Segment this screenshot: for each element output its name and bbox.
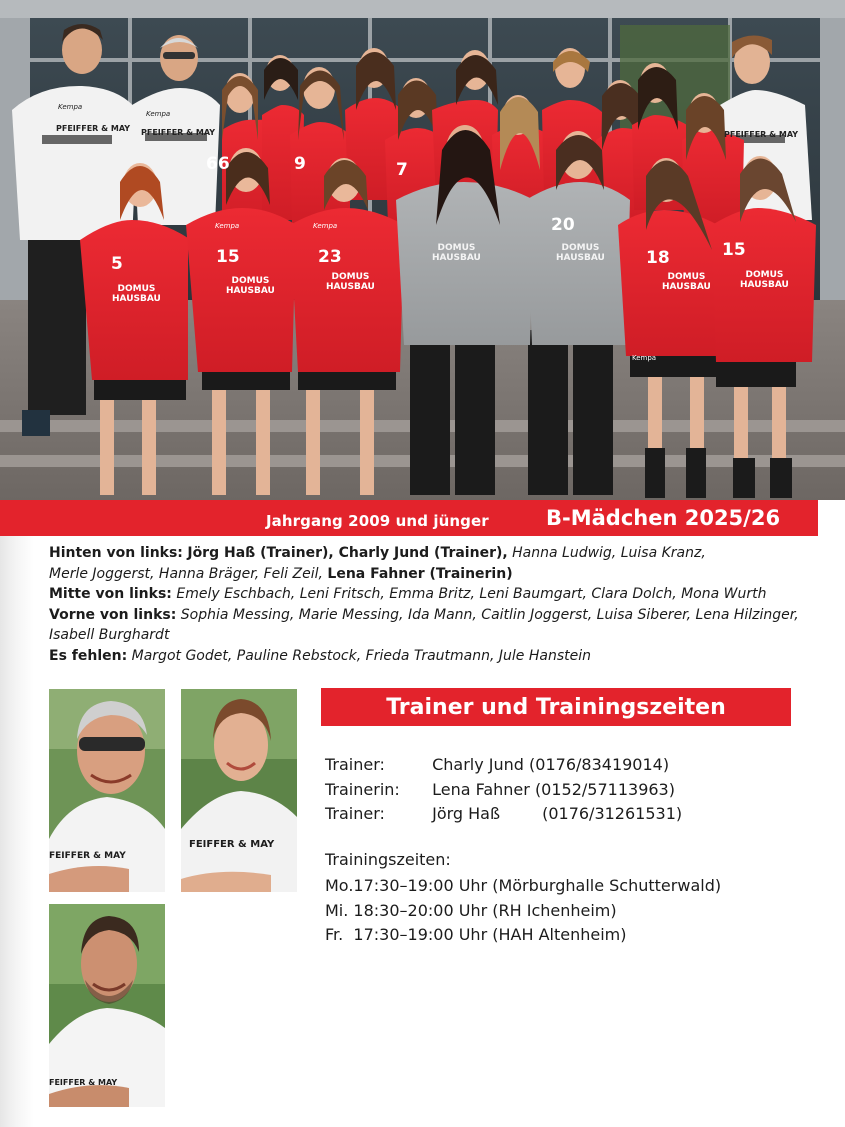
portrait-joerg-hass xyxy=(49,904,165,1107)
caption-names: Merle Joggerst, Hanna Bräger, Feli Zeil, xyxy=(49,565,323,582)
training-time: Fr. 17:30–19:00 Uhr (HAH Altenheim) xyxy=(325,925,627,944)
year-group-label: Jahrgang 2009 und jünger xyxy=(266,512,489,530)
trainer-row xyxy=(325,778,682,803)
jersey-sponsor: DOMUS HAUSBAU xyxy=(112,284,161,304)
caption-label: Vorne von links: xyxy=(49,606,177,623)
trainer-name: Jörg Haß xyxy=(432,804,501,823)
jersey-number: 5 xyxy=(111,254,123,274)
jersey-sponsor: DOMUS HAUSBAU xyxy=(662,272,711,292)
jersey-number: 66 xyxy=(206,154,230,174)
caption-back-row xyxy=(49,543,809,584)
caption-names: Margot Godet, Pauline Rebstock, Frieda Trautmann, Jule Hanstein xyxy=(131,647,591,664)
caption-missing xyxy=(49,646,809,667)
kit-brand: Kempa xyxy=(215,222,240,230)
caption-names: Hanna Ludwig, Luisa Kranz, xyxy=(512,545,706,561)
trainer-list xyxy=(325,753,682,827)
caption-front-row xyxy=(49,605,809,646)
kit-brand: Kempa xyxy=(632,354,657,362)
jersey-number: 20 xyxy=(551,215,575,235)
training-time: Mo.17:30–19:00 Uhr (Mörburghalle Schutterwald) xyxy=(325,876,722,895)
caption-label: Hinten von links: xyxy=(49,545,183,561)
trainer-row xyxy=(325,753,682,778)
kit-brand: Kempa xyxy=(146,110,171,118)
shirt-sponsor: PFEIFFER & MAY xyxy=(724,130,799,139)
portrait-shirt-text: FEIFFER & MAY xyxy=(189,839,275,850)
jersey-sponsor: DOMUS HAUSBAU xyxy=(432,243,481,263)
training-times-heading: Trainingszeiten: xyxy=(325,850,451,869)
jersey-sponsor: DOMUS HAUSBAU xyxy=(226,276,275,296)
trainer-role: Trainer: xyxy=(325,755,385,774)
shirt-sponsor: PFEIFFER & MAY xyxy=(56,124,131,133)
caption-coaches: Jörg Haß (Trainer), Charly Jund (Trainer), xyxy=(187,545,508,561)
kit-brand: Kempa xyxy=(313,222,338,230)
training-times-list xyxy=(325,874,721,948)
portrait-lena-fahner xyxy=(181,689,297,892)
trainer-role: Trainerin: xyxy=(325,779,400,799)
jersey-number: 23 xyxy=(318,247,342,267)
caption-middle-row xyxy=(49,584,809,605)
trainer-phone: (0176/83419014) xyxy=(529,755,670,774)
trainer-row xyxy=(325,802,682,827)
caption-label: Mitte von links: xyxy=(49,586,172,603)
team-photo xyxy=(0,0,845,500)
trainer-role: Trainer: xyxy=(325,804,385,823)
caption-label: Es fehlen: xyxy=(49,647,128,664)
caption-names: Emely Eschbach, Leni Fritsch, Emma Britz, Leni Baumgart, Clara Dolch, Mona Wurth xyxy=(176,586,767,603)
trainer-name: Lena Fahner xyxy=(432,779,530,799)
jersey-number: 15 xyxy=(722,240,746,260)
training-time: Mi. 18:30–20:00 Uhr (RH Ichenheim) xyxy=(325,900,617,920)
jersey-sponsor: DOMUS HAUSBAU xyxy=(556,243,605,263)
portrait-charly-jund xyxy=(49,689,165,892)
jersey-sponsor: DOMUS HAUSBAU xyxy=(326,272,375,292)
trainer-phone: (0176/31261531) xyxy=(542,804,683,823)
portrait-shirt-text: FEIFFER & MAY xyxy=(49,851,126,861)
jersey-number: 15 xyxy=(216,247,240,267)
jersey-number: 9 xyxy=(294,154,306,174)
jersey-number: 7 xyxy=(396,160,408,180)
photo-caption xyxy=(49,543,809,667)
jersey-number: 18 xyxy=(646,248,670,268)
team-title: B-Mädchen 2025/26 xyxy=(546,506,781,530)
caption-names: Sophia Messing, Marie Messing, Ida Mann, Caitlin Joggerst, Luisa Siberer, Lena Hilzinger, xyxy=(180,606,799,623)
jersey-sponsor: DOMUS HAUSBAU xyxy=(740,270,789,290)
kit-brand: Kempa xyxy=(58,103,83,111)
trainer-phone: (0152/57113963) xyxy=(534,779,675,799)
shirt-sponsor: PFEIFFER & MAY xyxy=(141,128,216,137)
caption-names: Isabell Burghardt xyxy=(49,627,170,644)
trainer-name: Charly Jund xyxy=(432,755,524,774)
trainer-section-heading: Trainer und Trainingszeiten xyxy=(321,688,791,726)
portrait-shirt-text: FEIFFER & MAY xyxy=(49,1078,118,1087)
caption-coach: Lena Fahner (Trainerin) xyxy=(327,565,513,582)
